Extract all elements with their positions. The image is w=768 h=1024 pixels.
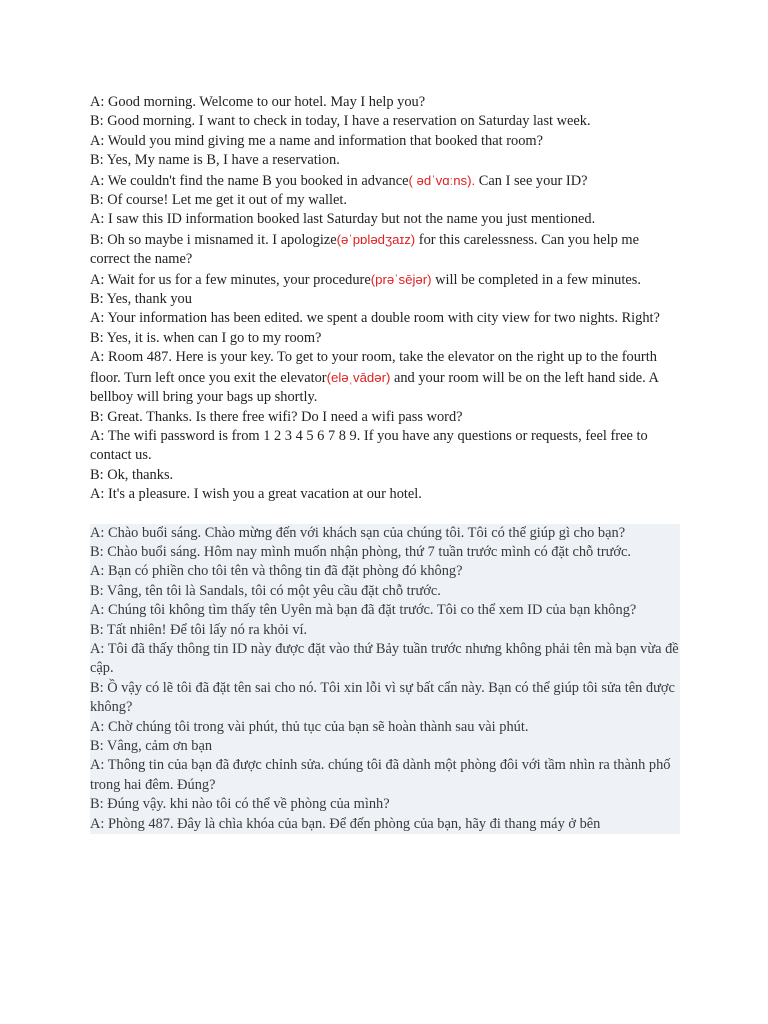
dialogue-line [90,466,680,485]
dialogue-text: Can I see your ID? [475,172,588,189]
translation-line: B: Ồ vậy có lẽ tôi đã đặt tên sai cho nó. Tôi xin lỗi vì sự bất cẩn này. Bạn có thể giúp tôi sửa tên được không? [90,679,680,718]
translation-line: B: Chào buổi sáng. Hôm nay mình muốn nhận phòng, thứ 7 tuần trước mình có đặt chỗ trước. [90,543,680,562]
dialogue-line [90,151,680,170]
dialogue-text: B: Oh so maybe i misnamed it. I apologize [90,231,337,248]
dialogue-line [90,290,680,309]
pronunciation: ( ədˈvɑːns). [408,172,476,188]
translation-line: A: Chào buổi sáng. Chào mừng đến với khách sạn của chúng tôi. Tôi có thể giúp gì cho bạn? [90,524,680,543]
dialogue-text: A: Would you mind giving me a name and information that booked that room? [90,132,543,149]
dialogue-line [90,171,680,191]
dialogue-text: B: Yes, My name is B, I have a reservation. [90,152,340,169]
english-dialogue [90,93,680,505]
dialogue-text: for this carelessness. Can you help me correct the name? [90,231,640,268]
dialogue-text: A: Good morning. Welcome to our hotel. May I help you? [90,94,426,110]
translation-line: B: Vâng, cảm ơn bạn [90,737,680,756]
dialogue-text: will be completed in a few minutes. [431,271,641,288]
pronunciation: (əˈpɒlədʒaɪz) [336,231,416,247]
dialogue-text: B: Yes, thank you [90,291,192,308]
dialogue-line [90,408,680,427]
dialogue-line [90,191,680,210]
dialogue-text: A: Wait for us for a few minutes, your procedure [90,271,371,288]
translation-line: A: Phòng 487. Đây là chìa khóa của bạn. Để đến phòng của bạn, hãy đi thang máy ở bên [90,815,680,834]
dialogue-text: B: Yes, it is. when can I go to my room? [90,329,322,346]
dialogue-text: A: I saw this ID information booked last Saturday but not the name you just mentioned. [90,211,596,228]
dialogue-text: B: Of course! Let me get it out of my wallet. [90,192,347,209]
pronunciation: (prəˈsējər) [370,271,432,287]
dialogue-line [90,270,680,290]
dialogue-text: B: Ok, thanks. [90,466,174,483]
dialogue-line [90,132,680,151]
dialogue-text: B: Good morning. I want to check in today, I have a reservation on Saturday last week. [90,113,591,130]
translation-line: B: Tất nhiên! Để tôi lấy nó ra khỏi ví. [90,621,680,640]
document-page [90,93,680,834]
dialogue-text: and your room will be on the left hand side. A bellboy will bring your bags up shortly. [90,369,659,406]
dialogue-line [90,485,680,504]
translation-line: A: Chờ chúng tôi trong vài phút, thủ tục của bạn sẽ hoàn thành sau vài phút. [90,718,680,737]
translation-line: A: Chúng tôi không tìm thấy tên Uyên mà bạn đã đặt trước. Tôi co thể xem ID của bạn không? [90,601,680,620]
translation-line: A: Bạn có phiền cho tôi tên và thông tin đã đặt phòng đó không? [90,562,680,581]
dialogue-line [90,210,680,229]
translation-line: A: Tôi đã thấy thông tin ID này được đặt vào thứ Bảy tuần trước nhưng không phải tên mà bạn vừa đề cập. [90,640,680,679]
dialogue-text: A: It's a pleasure. I wish you a great vacation at our hotel. [90,486,422,503]
dialogue-line [90,309,680,328]
dialogue-line [90,230,680,270]
section-gap [90,505,680,524]
dialogue-text: A: Your information has been edited. we spent a double room with city view for two nights. Right? [90,310,660,327]
dialogue-line [90,93,680,112]
dialogue-line [90,112,680,131]
vietnamese-translation [90,524,680,835]
dialogue-text: B: Great. Thanks. Is there free wifi? Do I need a wifi pass word? [90,408,463,425]
translation-line: B: Vâng, tên tôi là Sandals, tôi có một yêu cầu đặt chỗ trước. [90,582,680,601]
translation-line: A: Thông tin của bạn đã được chỉnh sửa. chúng tôi đã dành một phòng đôi với tầm nhìn ra thành phố trong hai đêm. Đúng? [90,756,680,795]
translation-line: B: Đúng vậy. khi nào tôi có thể về phòng của mình? [90,795,680,814]
dialogue-text: A: Room 487. Here is your key. To get to your room, take the elevator on the right up to the fourth floor. Turn left once you exit the elevator [90,349,657,386]
dialogue-line [90,348,680,407]
dialogue-text: A: We couldn't find the name B you booked in advance [90,172,409,189]
dialogue-line [90,427,680,466]
dialogue-text: A: The wifi password is from 1 2 3 4 5 6 7 8 9. If you have any questions or requests, feel free to contact us. [90,427,648,464]
dialogue-line [90,329,680,348]
pronunciation: (eləˌvādər) [326,369,391,385]
